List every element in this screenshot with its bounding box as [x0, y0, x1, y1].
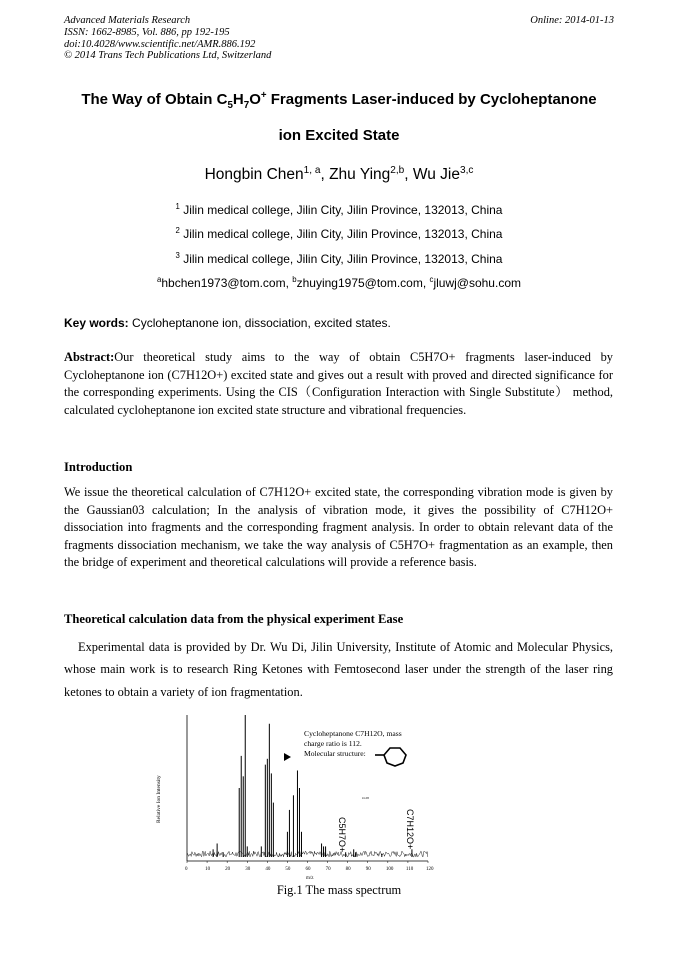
introduction-text: We issue the theoretical calculation of C7H12O+ excited state, the corresponding vibration mode is given by the Gaussian03 calculation; In the analysis of vibration mode, it gives the possibility of C7H12O+ dissociation into fragments and the corresponding fragment analysis. In order to obtain relevant data of the fragments dissociation mechanism, we take the way analysis of C5H7O+ fragmentation as an example, then the bridge of experiment and theoretical calculations will provide a reference basis.	[64, 485, 613, 570]
affiliation-num: 1	[175, 202, 180, 211]
x-tick-label: 40	[265, 867, 271, 872]
x-tick-label: 0	[185, 867, 188, 872]
affiliation-num: 3	[175, 251, 180, 260]
section-heading-experiment: Theoretical calculation data from the physical experiment Ease	[64, 612, 404, 626]
affiliation-3	[0, 252, 678, 266]
figure-caption: Fig.1 The mass spectrum	[276, 883, 402, 897]
abstract-label: Abstract:	[64, 350, 115, 364]
x-axis-label: m/z	[306, 876, 314, 881]
x-tick-label: 90	[365, 867, 371, 872]
doi-line: doi:10.4028/www.scientific.net/AMR.886.192	[64, 38, 256, 50]
author-list: Hongbin Chen$^{1, a}$, Zhu Ying$^{2,b}$, Wu Jie$^{3,c}$	[204, 164, 474, 183]
email-sup: c	[429, 275, 434, 284]
inset-line-1: Cycloheptanone C7H12O, mass	[304, 729, 402, 738]
email-link[interactable]: jluwj@sohu.com	[433, 276, 521, 290]
abstract	[64, 349, 613, 419]
author-sup: 2,b	[390, 164, 405, 176]
title-text: The Way of Obtain C	[81, 91, 228, 108]
affiliation-text: Jilin medical college, Jilin City, Jilin Province, 132013, China	[183, 252, 503, 266]
x-tick-label: 60	[305, 867, 311, 872]
affiliation-text: Jilin medical college, Jilin City, Jilin Province, 132013, China	[183, 227, 503, 241]
keywords	[64, 316, 391, 330]
issn-line: ISSN: 1662-8985, Vol. 886, pp 192-195	[64, 26, 230, 38]
title-sub: 7	[243, 100, 250, 111]
inset-line-2: charge ratio is 112.	[304, 739, 362, 748]
running-header	[64, 15, 271, 62]
x-tick-label: 120	[426, 867, 434, 872]
title-text: Fragments Laser-induced by Cycloheptanone	[266, 91, 597, 108]
abstract-text: Our theoretical study aims to the way of obtain C5H7O+ fragments laser-induced by Cycloheptanone ion (C7H12O+) excited state and gives out a result with proved and directed significance for the corresponding experiments. Using the CIS（Configuration Interaction with Single Substitute） method, calculated cycloheptanone ion excited state structure and vibrational frequencies.	[64, 350, 613, 417]
keywords-label: Key words:	[64, 316, 129, 330]
online-date: Online: 2014-01-13	[530, 15, 614, 26]
email-link[interactable]: zhuying1975@tom.com,	[296, 276, 430, 290]
title-sub: 5	[227, 100, 233, 111]
mass-spectrum-figure	[150, 711, 440, 881]
keywords-text: Cycloheptanone ion, dissociation, excited states.	[128, 316, 391, 330]
affiliation-num: 2	[175, 226, 180, 235]
x-tick-label: 20	[225, 867, 231, 872]
x-tick-label: 70	[325, 867, 331, 872]
journal-name: Advanced Materials Research	[64, 15, 191, 26]
author-name: Zhu Ying	[329, 166, 391, 183]
x-tick-label: 50	[285, 867, 291, 872]
title-sup: +	[260, 90, 267, 101]
author-name: Wu Jie	[412, 166, 460, 183]
x-tick-label: 80	[345, 867, 351, 872]
arrow-marker	[284, 753, 291, 761]
molecule-structure-icon	[375, 748, 406, 766]
small-peak-label: O.28	[362, 796, 369, 800]
y-axis-label: Relative Ion Intensity	[156, 775, 162, 823]
section-heading-introduction: Introduction	[64, 460, 133, 474]
title-text: H	[232, 91, 244, 108]
email-sup: a	[157, 275, 162, 284]
x-tick-label: 10	[205, 867, 211, 872]
x-tick-label: 30	[245, 867, 251, 872]
title-text: O	[249, 91, 261, 108]
inset-line-3: Molecular structure:	[304, 749, 366, 758]
author-sup: 1, a	[303, 164, 321, 176]
email-sup: b	[292, 275, 297, 284]
affiliation-text: Jilin medical college, Jilin City, Jilin Province, 132013, China	[183, 203, 503, 217]
affiliation-1	[0, 203, 678, 217]
author-sup: 3,c	[460, 164, 474, 176]
peak-label-c7h12o: C7H12O+	[405, 809, 415, 850]
email-line	[0, 276, 678, 290]
x-tick-labels	[185, 861, 434, 872]
author-name: Hongbin Chen	[204, 166, 304, 183]
email-link[interactable]: hbchen1973@tom.com,	[161, 276, 293, 290]
paper-title-line2: ion Excited State	[278, 127, 400, 144]
section2-text: Experimental data is provided by Dr. Wu Di, Jilin University, Institute of Atomic and Molecular Physics, whose main work is to research Ring Ketones with Femtosecond laser under the strength of the laser ring ketones to obtain a variety of ion fragmentation.	[64, 640, 613, 699]
paper-title	[0, 90, 678, 111]
copyright-line: © 2014 Trans Tech Publications Ltd, Switzerland	[64, 50, 272, 62]
x-tick-label: 100	[385, 867, 394, 872]
mass-spectrum-chart	[150, 711, 440, 881]
affiliation-2	[0, 227, 678, 241]
peak-label-c5h7o: C5H7O+	[337, 817, 347, 853]
x-tick-label: 110	[405, 867, 414, 872]
